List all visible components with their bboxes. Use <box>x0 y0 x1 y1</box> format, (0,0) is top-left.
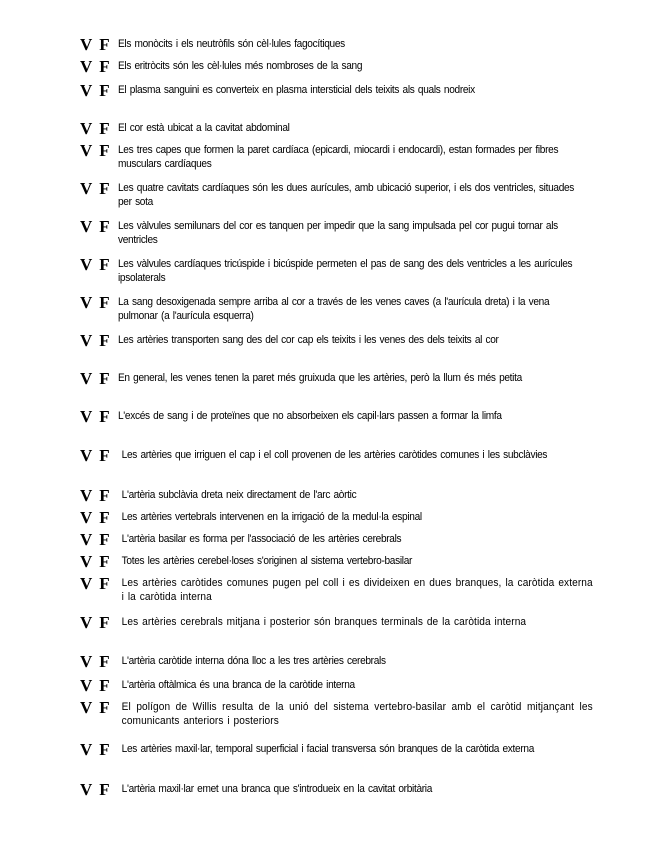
question-item <box>80 332 630 349</box>
true-false-options <box>80 553 118 570</box>
true-false-options <box>80 370 118 387</box>
true-false-options <box>80 218 118 235</box>
question-statement: Les tres capes que formen la paret cardíaca (epicardi, miocardi i endocardi), estan formades per fibres musculars cardíaques <box>118 144 559 170</box>
true-option[interactable]: V <box>80 81 93 100</box>
question-item <box>80 36 630 53</box>
question-statement: L'artèria maxil·lar emet una branca que s'introdueix en la cavitat orbitària <box>121 783 433 795</box>
question-statement: En general, les venes tenen la paret més gruixuda que les artèries, però la llum és més petita <box>118 372 522 384</box>
question-item <box>80 408 630 425</box>
question-item <box>80 575 634 604</box>
true-option[interactable]: V <box>80 740 93 759</box>
question-item <box>80 82 630 99</box>
false-option[interactable]: F <box>99 613 110 632</box>
true-false-options <box>80 332 118 349</box>
true-false-options <box>80 408 118 425</box>
false-option[interactable]: F <box>99 217 110 236</box>
question-item <box>80 120 630 137</box>
false-option[interactable]: F <box>99 508 110 527</box>
question-statement: Totes les artèries cerebel·loses s'originen al sistema vertebro-basilar <box>121 555 413 567</box>
true-false-options <box>80 781 118 798</box>
true-false-options <box>80 294 118 311</box>
false-option[interactable]: F <box>99 574 110 593</box>
question-item <box>80 294 630 323</box>
true-false-options <box>80 82 118 99</box>
question-statement: Els eritròcits són les cèl·lules més nombroses de la sang <box>118 60 363 72</box>
true-false-options <box>80 180 118 197</box>
false-option[interactable]: F <box>99 780 110 799</box>
true-option[interactable]: V <box>80 508 93 527</box>
false-option[interactable]: F <box>99 446 110 465</box>
true-false-options <box>80 699 118 716</box>
true-option[interactable]: V <box>80 119 93 138</box>
true-option[interactable]: V <box>80 407 93 426</box>
false-option[interactable]: F <box>99 552 110 571</box>
false-option[interactable]: F <box>99 179 110 198</box>
false-option[interactable]: F <box>99 407 110 426</box>
false-option[interactable]: F <box>99 676 110 695</box>
false-option[interactable]: F <box>99 369 110 388</box>
true-false-options <box>80 509 118 526</box>
true-false-options <box>80 677 118 694</box>
question-item <box>80 677 634 694</box>
false-option[interactable]: F <box>99 486 110 505</box>
true-option[interactable]: V <box>80 369 93 388</box>
false-option[interactable]: F <box>99 652 110 671</box>
question-statement: Les artèries que irriguen el cap i el coll provenen de les artèries caròtides comunes i les subclàvies <box>121 449 548 461</box>
true-option[interactable]: V <box>80 780 93 799</box>
false-option[interactable]: F <box>99 331 110 350</box>
true-false-options <box>80 120 118 137</box>
true-option[interactable]: V <box>80 530 93 549</box>
question-item <box>80 531 634 548</box>
question-item <box>80 553 634 570</box>
true-option[interactable]: V <box>80 293 93 312</box>
true-option[interactable]: V <box>80 652 93 671</box>
question-statement: L'artèria oftàlmica és una branca de la caròtide interna <box>121 679 355 691</box>
true-option[interactable]: V <box>80 141 93 160</box>
false-option[interactable]: F <box>99 740 110 759</box>
false-option[interactable]: F <box>99 698 110 717</box>
question-statement: L'excés de sang i de proteïnes que no absorbeixen els capil·lars passen a formar la limfa <box>118 410 502 422</box>
question-statement: Les artèries caròtides comunes pugen pel coll i es divideixen en dues branques, la caròtida externa i la caròtida interna <box>121 577 593 603</box>
true-false-options <box>80 487 118 504</box>
true-false-options <box>80 142 118 159</box>
question-statement: Les quatre cavitats cardíaques són les dues aurícules, amb ubicació superior, i els dos ventricles, situades per sota <box>118 182 575 208</box>
question-statement: La sang desoxigenada sempre arriba al cor a través de les venes caves (a l'aurícula dreta) i la vena pulmonar (a l'aurícula esquerra) <box>118 296 550 322</box>
true-option[interactable]: V <box>80 613 93 632</box>
question-statement: L'artèria subclàvia dreta neix directament de l'arc aòrtic <box>121 489 357 501</box>
false-option[interactable]: F <box>99 81 110 100</box>
question-item <box>80 370 630 387</box>
false-option[interactable]: F <box>99 35 110 54</box>
question-item <box>80 653 634 670</box>
question-statement: El polígon de Willis resulta de la unió del sistema vertebro-basilar amb el caròtid mitjançant les comunicants anteriors i posteriors <box>121 701 593 727</box>
question-statement: L'artèria basilar es forma per l'associació de les artèries cerebrals <box>121 533 402 545</box>
true-option[interactable]: V <box>80 331 93 350</box>
true-option[interactable]: V <box>80 446 93 465</box>
false-option[interactable]: F <box>99 293 110 312</box>
question-statement: Els monòcits i els neutròfils són cèl·lules fagocítiques <box>118 38 345 50</box>
question-statement: El cor està ubicat a la cavitat abdominal <box>118 122 290 134</box>
true-false-options <box>80 614 118 631</box>
question-item <box>80 781 634 798</box>
true-option[interactable]: V <box>80 486 93 505</box>
question-item <box>80 699 634 728</box>
true-option[interactable]: V <box>80 574 93 593</box>
question-statement: L'artèria caròtide interna dóna lloc a les tres artèries cerebrals <box>121 655 386 667</box>
question-statement: Les artèries transporten sang des del cor cap els teixits i les venes des dels teixits al cor <box>118 334 499 346</box>
question-item <box>80 509 634 526</box>
false-option[interactable]: F <box>99 141 110 160</box>
question-item <box>80 218 630 247</box>
true-option[interactable]: V <box>80 698 93 717</box>
true-false-options <box>80 58 118 75</box>
question-statement: Les vàlvules cardíaques tricúspide i bicúspide permeten el pas de sang des dels ventricles a les aurícules ipsolaterals <box>118 258 573 284</box>
true-option[interactable]: V <box>80 676 93 695</box>
true-false-options <box>80 531 118 548</box>
true-false-options <box>80 653 118 670</box>
question-item <box>80 741 634 758</box>
true-option[interactable]: V <box>80 35 93 54</box>
true-false-options <box>80 447 118 464</box>
false-option[interactable]: F <box>99 255 110 274</box>
true-false-options <box>80 741 118 758</box>
question-item <box>80 256 630 285</box>
true-false-options <box>80 575 118 592</box>
question-statement: Les vàlvules semilunars del cor es tanquen per impedir que la sang impulsada pel cor pugui tornar als ventricles <box>118 220 558 246</box>
false-option[interactable]: F <box>99 530 110 549</box>
question-item <box>80 142 630 171</box>
question-statement: Les artèries vertebrals intervenen en la irrigació de la medul·la espinal <box>121 511 422 523</box>
question-item <box>80 180 630 209</box>
true-option[interactable]: V <box>80 179 93 198</box>
true-option[interactable]: V <box>80 255 93 274</box>
false-option[interactable]: F <box>99 57 110 76</box>
question-item <box>80 614 634 631</box>
true-option[interactable]: V <box>80 57 93 76</box>
question-item <box>80 447 634 464</box>
question-statement: El plasma sanguini es converteix en plasma intersticial dels teixits als quals nodreix <box>118 84 475 96</box>
question-item <box>80 487 634 504</box>
question-statement: Les artèries cerebrals mitjana i posterior són branques terminals de la caròtida interna <box>121 616 527 628</box>
false-option[interactable]: F <box>99 119 110 138</box>
true-false-options <box>80 256 118 273</box>
true-false-options <box>80 36 118 53</box>
question-statement: Les artèries maxil·lar, temporal superficial i facial transversa són branques de la caròtida externa <box>121 743 534 755</box>
true-option[interactable]: V <box>80 217 93 236</box>
true-option[interactable]: V <box>80 552 93 571</box>
question-item <box>80 58 630 75</box>
